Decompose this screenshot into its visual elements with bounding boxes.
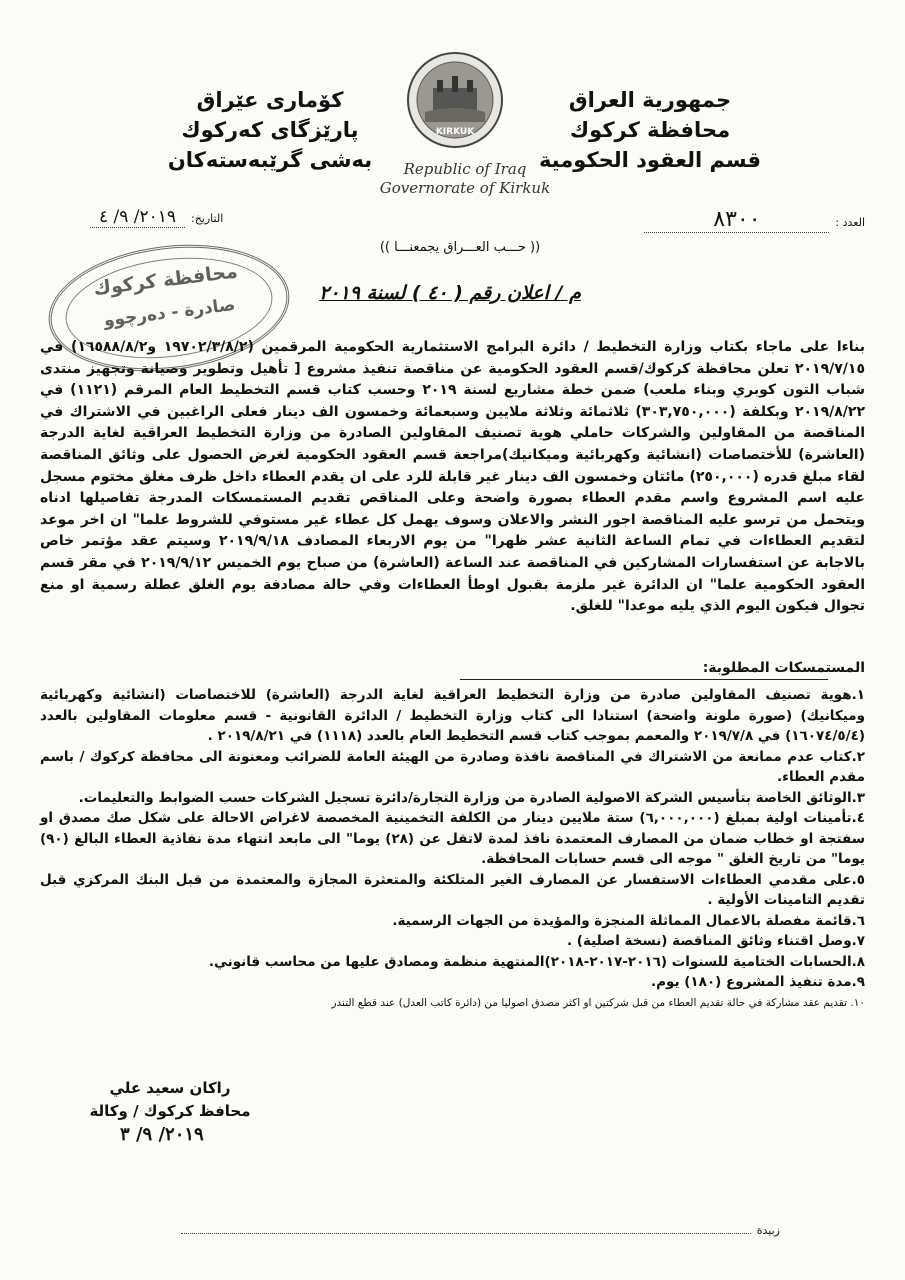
requirement-item-3: ٣.الوثائق الخاصة بتأسيس الشركة الاصولية الصادرة من وزارة التجارة/دائرة تسجيل الشركات حسب الضوابط والتعليمات. (78, 789, 865, 806)
letterhead-kurdish-line-1: كۆماری عێراق (196, 88, 344, 112)
signatory-name: راكان سعيد علي (109, 1079, 231, 1097)
letterhead-arabic-line-3: قسم العقود الحكومية (538, 148, 762, 172)
motto: (( حـــب العـــراق يجمعنـــا )) (379, 240, 541, 255)
requirement-item-1: ١.هوية تصنيف المقاولين صادرة من وزارة التخطيط العراقية لغاية الدرجة (العاشرة) للاختصاصات (انشائية وكهربائية وميكانيك) (صورة ملونة واضحة) استنادا الى كتاب وزارة التخطيط / الدائرة القانونية - قسم معلومات المقاولين بالعدد (١٦٠٧٤/٥/٤) في ٢٠١٩/٧/٨ والمعمم بموجب كتاب قسم التخطيط العام بالعدد (١١١٨) في ٢٠١٩/٨/٢١ . (40, 687, 865, 744)
logo-text: KIRKUK (435, 127, 475, 137)
date-value: ٢٠١٩/ ٩/ ٤ (90, 207, 185, 228)
letterhead-arabic-line-2: محافظة كركوك (569, 118, 731, 142)
kirkuk-logo (405, 50, 505, 150)
footer-label: زبيدة (756, 1224, 780, 1237)
requirement-item-6: ٦.قائمة مفصلة بالاعمال المماثلة المنجزة والمؤيدة من الجهات الرسمية. (392, 912, 865, 929)
letterhead-arabic-line-1: جمهورية العراق (568, 88, 732, 112)
requirement-item-5: ٥.على مقدمي العطاءات الاستفسار عن المصارف الغير المتلكئة والمتعثرة المجازة والمعتمدة من قبل البنك المركزي قبل تقديم التامينات الأولية . (40, 871, 865, 908)
announcement-body: بناءا على ماجاء بكتاب وزارة التخطيط / دائرة البرامج الاستثمارية الحكومية المرقمين (١٩٧٠٢/٣/٨/٢ و١٦٥٨٨/٨/٢) في ٢٠١٩/٧/١٥ تعلن محافظة كركوك/قسم العقود الحكومية عن مناقصة تنفيذ مشروع [ تأهيل وتطوير وصيانة وتجهيز منتدى شباب التون كوبري وبناء ملعب) ضمن خطة مشاريع لسنة ٢٠١٩ وحسب كتاب قسم التخطيط العام المرقم (١١٢١) في ٢٠١٩/٨/٢٢ وبكلفة (٣٠٣,٧٥٠,٠٠٠) ثلاثمائة وثلاثة ملايين وسبعمائة وخمسون الف دينار فعلى الراغبين في الاشتراك في المناقصة من المقاولين والشركات حاملي هوية تصنيف المقاولين الصادرة من وزارة التخطيط العراقية لغاية الدرجة (العاشرة) للأختصاصات (انشائية وكهربائية وميكانيك)مراجعة قسم العقود الحكومية لغرض الحصول على وثائق المناقصة لقاء مبلغ قدره (٢٥٠,٠٠٠) مائتان وخمسون الف دينار غير قابلة للرد على ان يقدم العطاء داخل ظرف مغلق مختوم مسجل عليه اسم المشروع واسم مقدم العطاء بصورة واضحة وعلى المناقص تقديم المستمسكات المدرجة تفاصيلها ادناه ويتحمل من ترسو عليه المناقصة اجور النشر والاعلان وسوف يهمل كل عطاء غير مستوفي للشروط علما" ان اخر موعد لتقديم العطاءات في تمام الساعة الثانية عشر ظهرا" من يوم الاربعاء المصادف ٢٠١٩/٩/١٨ وسيتم عقد مؤتمر خاص بالاجابة عن استفسارات المشاركين في المناقصة عند الساعة (العاشرة) من صباح يوم الخميس ٢٠١٩/٩/١٢ في مقر قسم العقود الحكومية علما" ان الدائرة غير ملزمة بقبول اوطأ العطاءات وفي حالة مصادفة يوم الغلق عطلة رسمية او منع تجوال فيكون اليوم الذي يليه موعدا" للغلق. (40, 339, 866, 615)
requirement-item-10: ١٠. تقديم عقد مشاركة في حالة تقديم العطاء من قبل شركتين او اكثر مصدق اصوليا من (دائرة كاتب العدل) عند قطع التندر (331, 996, 865, 1009)
signature-block (80, 1077, 260, 1123)
requirement-item-8: ٨.الحسابات الختامية للسنوات (٢٠١٦-٢٠١٧-٢٠١٨)المنتهية منظمة ومصادق عليها من محاسب قانوني. (208, 953, 865, 970)
letterhead-kurdish-line-2: پارێزگای كەركوك (181, 118, 359, 142)
requirement-item-4: ٤.تأمينات اولية بمبلغ (٦,٠٠٠,٠٠٠) ستة ملايين دينار من الكلفة التخمينية المخصصة لاغراض الاحالة على شكل صك مصدق او سفتجة او خطاب ضمان من المصارف المعتمدة نافذ لمدة لاتقل عن (٢٨) يوما" الى مابعد انتهاء مدة نفاذية العطاء البالغ (٩٠) يوما" من تاريخ الغلق " موجه الى قسم حسابات المحافظة. (40, 810, 865, 867)
letterhead-english-line-1: Republic of Iraq (403, 160, 527, 178)
announcement-title: م / اعلان رقم ( ٤٠ ) لسنة ٢٠١٩ (319, 282, 581, 304)
letterhead-kurdish (140, 85, 400, 175)
date-label: التاريخ: (191, 212, 224, 225)
letterhead-english (370, 160, 560, 198)
requirements-list (40, 685, 865, 1013)
letterhead-english-line-2: Governorate of Kirkuk (379, 179, 551, 197)
reference-date (90, 207, 223, 228)
letterhead-kurdish-line-3: بەشی گرێبەستەكان (167, 148, 373, 172)
requirement-item-7: ٧.وصل اقتناء وثائق المناقصة (نسخة اصلية) . (566, 933, 865, 949)
footer-dotted-line (181, 1233, 751, 1234)
requirement-item-2: ٢.كتاب عدم ممانعة من الاشتراك في المناقصة نافذة وصادرة من الهيئة العامة للضرائب ومعنونة الى محافظة كركوك / باسم مقدم العطاء. (40, 748, 865, 785)
requirements-divider (460, 679, 828, 680)
signature-date: ٢٠١٩/ ٩/ ٣ (120, 1124, 204, 1145)
requirements-title: المستمسكات المطلوبة: (702, 660, 865, 676)
number-label: العدد : (835, 216, 865, 229)
stamp-line-1: محافظة كركوك (92, 260, 239, 300)
signatory-title: محافظ كركوك / وكالة (89, 1102, 251, 1120)
reference-number (644, 207, 865, 233)
stamp-line-2: صادرة - دەرچوو (102, 294, 237, 331)
requirement-item-9: ٩.مدة تنفيذ المشروع (١٨٠) يوم. (650, 974, 865, 990)
footer (180, 1224, 780, 1237)
letterhead-arabic (535, 85, 765, 175)
number-value: ٨٣٠٠ (644, 207, 829, 233)
